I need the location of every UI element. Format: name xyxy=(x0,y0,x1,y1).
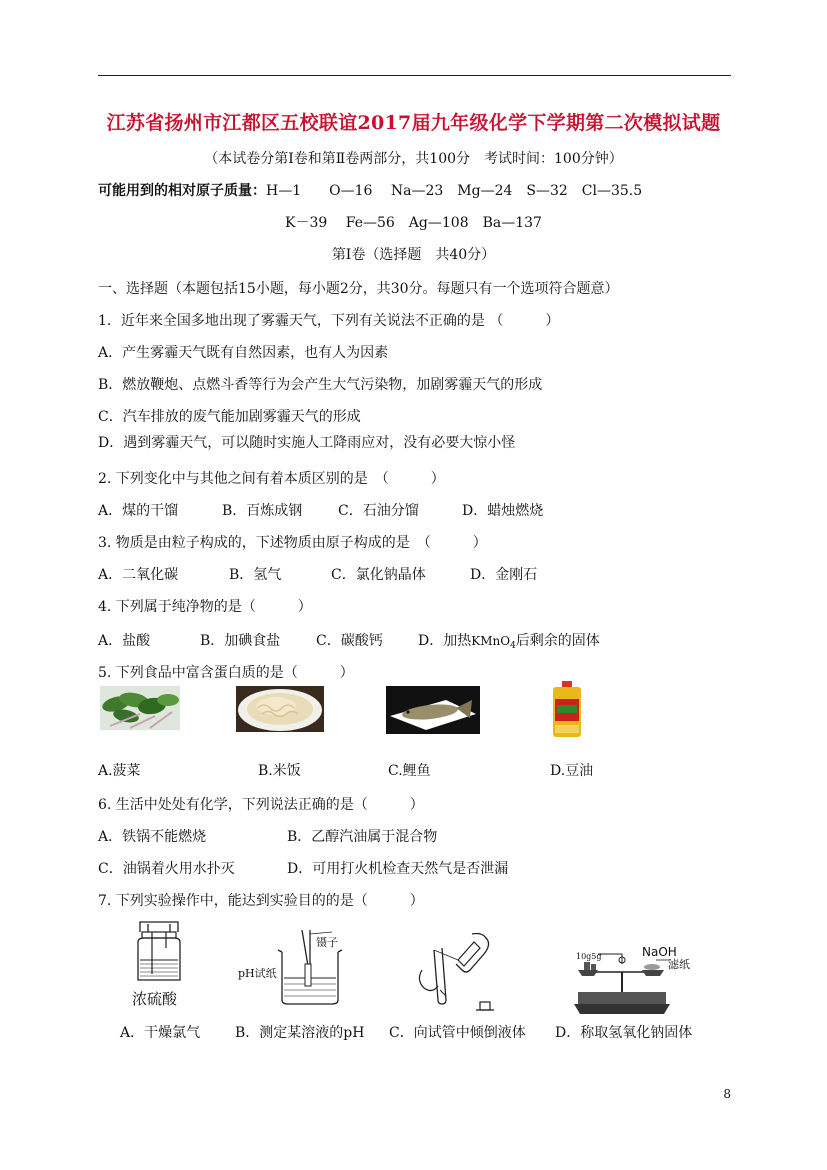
q4-formula-subscript: 4 xyxy=(510,641,516,651)
carp-image xyxy=(386,686,480,734)
fig-b-ph-label: pH试纸 xyxy=(238,967,277,980)
atomic-mass-label: 可能用到的相对原子质量： xyxy=(98,183,266,199)
q7-option-d: D．称取氢氧化钠固体 xyxy=(555,1025,693,1041)
q2-option-b: B．百炼成钢 xyxy=(222,503,303,519)
section-instructions: 一、选择题（本题包括15小题，每小题2分，共30分。每题只有一个选项符合题意） xyxy=(98,281,619,297)
atomic-mass-line-1 xyxy=(98,182,642,200)
q4-stem: 4. 下列属于纯净物的是（ ） xyxy=(98,599,312,615)
q1-option-a: A．产生雾霾天气既有自然因素，也有人为因素 xyxy=(98,345,389,361)
header-rule xyxy=(98,75,731,76)
atomic-mass-line-2: K－39 Fe—56 Ag—108 Ba—137 xyxy=(285,215,542,231)
q2-stem: 2. 下列变化中与其他之间有着本质区别的是 （ ） xyxy=(98,471,445,487)
q1-option-b: B．燃放鞭炮、点燃斗香等行为会产生大气污染物，加剧雾霾天气的形成 xyxy=(98,377,543,393)
rice-image xyxy=(236,686,324,732)
q7-option-a: A．干燥氯气 xyxy=(120,1025,201,1041)
fig-a-label: 浓硫酸 xyxy=(132,990,178,1008)
q1-option-d: D．遇到雾霾天气，可以随时实施人工降雨应对，没有必要大惊小怪 xyxy=(98,435,516,451)
q7-option-c: C．向试管中倾倒液体 xyxy=(389,1025,526,1041)
q6-option-c: C．油锅着火用水扑灭 xyxy=(98,861,235,877)
fig-b-tweezers-label: 镊子 xyxy=(316,936,338,949)
q4-option-d-suffix: 后剩余的固体 xyxy=(515,633,600,649)
fig-d-naoh-label: NaOH xyxy=(642,945,677,959)
page-number: 8 xyxy=(723,1087,731,1101)
q4-formula: KMnO xyxy=(471,634,511,648)
q6-option-b: B．乙醇汽油属于混合物 xyxy=(287,829,438,845)
q5-option-a: A.菠菜 xyxy=(98,763,141,779)
q7-option-b: B．测定某溶液的pH xyxy=(235,1025,365,1041)
q2-option-d: D．蜡烛燃烧 xyxy=(462,503,544,519)
gas-washing-bottle-diagram xyxy=(126,918,192,986)
q3-option-c: C．氯化钠晶体 xyxy=(331,567,426,583)
q3-stem: 3. 物质是由粒子构成的，下述物质由原子构成的是 （ ） xyxy=(98,535,487,551)
q5-option-d: D.豆油 xyxy=(550,763,594,779)
q3-option-a: A．二氧化碳 xyxy=(98,567,179,583)
fig-d-paper-label: 滤纸 xyxy=(668,958,690,971)
q4-option-a: A．盐酸 xyxy=(98,633,151,649)
q6-stem: 6. 生活中处处有化学，下列说法正确的是（ ） xyxy=(98,797,424,813)
q4-option-b: B．加碘食盐 xyxy=(200,633,281,649)
q5-option-c: C.鲤鱼 xyxy=(388,763,431,779)
q3-option-b: B．氢气 xyxy=(229,567,282,583)
q6-option-a: A．铁锅不能燃烧 xyxy=(98,829,207,845)
q1-stem: 1．近年来全国多地出现了雾霾天气，下列有关说法不正确的是 （ ） xyxy=(98,313,560,329)
exam-note: （本试卷分第Ⅰ卷和第Ⅱ卷两部分，共100分 考试时间：100分钟） xyxy=(204,151,623,167)
q3-option-d: D．金刚石 xyxy=(470,567,538,583)
q5-stem: 5. 下列食品中富含蛋白质的是（ ） xyxy=(98,665,354,681)
atomic-mass-values-1: H—1 O—16 Na—23 Mg—24 S—32 Cl—35.5 xyxy=(266,183,643,199)
q5-option-b: B.米饭 xyxy=(258,763,301,779)
q1-option-c: C．汽车排放的废气能加剧雾霾天气的形成 xyxy=(98,409,361,425)
soybean-oil-image xyxy=(551,681,583,739)
q7-stem: 7. 下列实验操作中，能达到实验目的的是（ ） xyxy=(98,893,424,909)
spinach-image xyxy=(100,686,180,730)
q4-option-c: C．碳酸钙 xyxy=(316,633,383,649)
section-title: 第Ⅰ卷（选择题 共40分） xyxy=(331,247,496,263)
q4-option-d-prefix: D．加热 xyxy=(418,633,472,649)
q2-option-c: C．石油分馏 xyxy=(338,503,419,519)
fig-d-weights-label: 10g5g xyxy=(576,952,602,961)
q4-option-d xyxy=(418,632,600,655)
pouring-liquid-diagram xyxy=(412,930,508,1014)
q6-option-d: D．可用打火机检查天然气是否泄漏 xyxy=(287,861,509,877)
exam-title: 江苏省扬州市江都区五校联谊2017届九年级化学下学期第二次模拟试题 xyxy=(106,112,721,134)
q2-option-a: A．煤的干馏 xyxy=(98,503,179,519)
